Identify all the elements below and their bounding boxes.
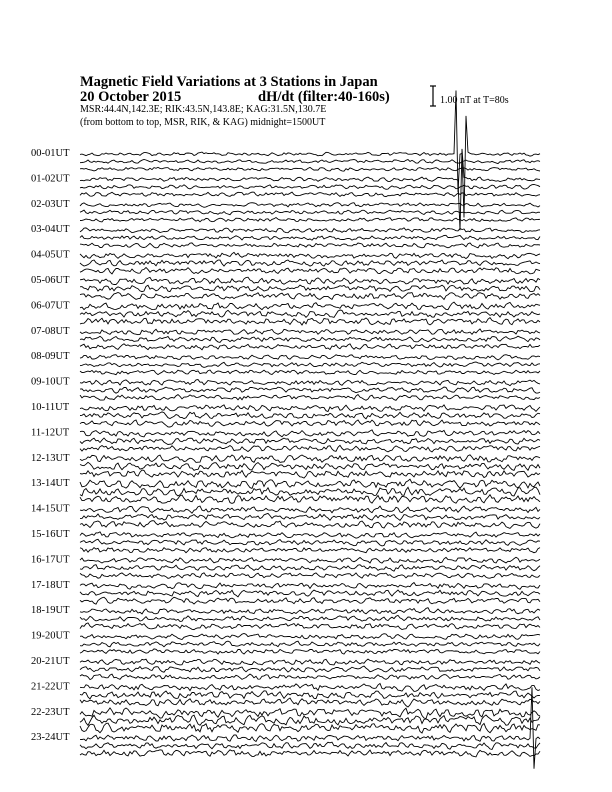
hour-label: 16-17UT [31, 554, 70, 566]
hour-label: 21-22UT [31, 681, 70, 693]
hour-label: 18-19UT [31, 605, 70, 617]
trace-msr-hour-1 [80, 192, 540, 197]
trace-msr-hour-4 [80, 268, 540, 274]
hour-label: 19-20UT [31, 630, 70, 642]
trace-rik-hour-22 [80, 715, 540, 725]
trace-rik-hour-23 [80, 742, 540, 749]
trace-rik-hour-11 [80, 438, 540, 445]
trace-rik-hour-12 [80, 462, 540, 470]
hour-label: 20-21UT [31, 656, 70, 667]
trace-msr-hour-3 [80, 243, 540, 248]
trace-kag-hour-18 [80, 608, 540, 614]
trace-rik-hour-20 [80, 666, 540, 672]
hour-label: 17-18UT [31, 579, 70, 591]
trace-rik-hour-19 [80, 641, 540, 647]
scale-bar [430, 86, 436, 106]
trace-msr-hour-16 [80, 573, 540, 579]
trace-kag-hour-3 [80, 228, 540, 233]
trace-rik-hour-15 [80, 539, 540, 546]
trace-rik-hour-14 [80, 513, 540, 520]
hour-label: 09-10UT [31, 376, 70, 388]
trace-kag-hour-6 [80, 302, 540, 310]
trace-rik-hour-8 [80, 362, 540, 367]
trace-kag-hour-0 [80, 91, 540, 218]
hour-label: 13-14UT [31, 478, 70, 490]
trace-msr-hour-22 [80, 723, 540, 733]
trace-msr-hour-23 [80, 750, 540, 757]
trace-rik-hour-4 [80, 260, 540, 266]
trace-kag-hour-21 [80, 684, 540, 692]
trace-msr-hour-6 [80, 318, 540, 325]
trace-msr-hour-21 [80, 698, 540, 707]
trace-kag-hour-11 [80, 430, 540, 437]
trace-msr-hour-19 [80, 649, 540, 654]
trace-kag-hour-22 [80, 708, 540, 719]
hour-label: 02-03UT [31, 198, 70, 210]
trace-msr-hour-20 [80, 674, 540, 680]
trace-kag-hour-10 [80, 405, 540, 412]
trace-msr-hour-17 [80, 597, 540, 604]
scale-bar-label: 1.00 nT at T=80s [440, 95, 509, 106]
hour-label: 07-08UT [31, 325, 70, 337]
hour-label: 12-13UT [31, 452, 70, 464]
trace-kag-hour-17 [80, 583, 540, 590]
trace-kag-hour-12 [80, 455, 540, 463]
hour-label: 04-05UT [31, 249, 70, 261]
trace-msr-hour-2 [80, 218, 540, 222]
trace-msr-hour-10 [80, 420, 540, 427]
trace-rik-hour-1 [80, 185, 540, 190]
trace-rik-hour-18 [80, 615, 540, 621]
trace-msr-hour-11 [80, 445, 540, 452]
trace-msr-hour-14 [80, 521, 540, 529]
hour-label: 05-06UT [31, 275, 70, 286]
hour-label: 11-12UT [31, 427, 70, 439]
trace-kag-hour-19 [80, 634, 540, 640]
trace-msr-hour-5 [80, 293, 540, 300]
trace-rik-hour-6 [80, 310, 540, 317]
trace-rik-hour-16 [80, 565, 540, 571]
trace-kag-hour-9 [80, 380, 540, 386]
trace-kag-hour-16 [80, 557, 540, 563]
trace-rik-hour-10 [80, 412, 540, 419]
station-coordinates: MSR:44.4N,142.3E; RIK:43.5N,143.8E; KAG:31.5N,130.7E [80, 104, 327, 115]
trace-kag-hour-20 [80, 659, 540, 665]
station-order-note: (from bottom to top, MSR, RIK, & KAG) midnight=1500UT [80, 117, 326, 128]
hour-label: 08-09UT [31, 351, 70, 363]
hour-label: 06-07UT [31, 300, 70, 312]
trace-kag-hour-4 [80, 252, 540, 258]
trace-msr-hour-7 [80, 344, 540, 350]
hour-label: 10-11UT [31, 402, 70, 413]
trace-msr-hour-9 [80, 395, 540, 401]
trace-kag-hour-5 [80, 277, 540, 284]
trace-msr-hour-12 [80, 470, 540, 478]
trace-rik-hour-13 [80, 487, 540, 496]
trace-rik-hour-0 [80, 160, 540, 164]
trace-kag-hour-13 [80, 479, 540, 488]
trace-kag-hour-2 [80, 203, 540, 208]
trace-rik-hour-21 [80, 691, 540, 699]
trace-kag-hour-15 [80, 532, 540, 538]
chart-date: 20 October 2015 [80, 89, 182, 105]
trace-kag-hour-8 [80, 355, 540, 360]
trace-rik-hour-17 [80, 590, 540, 597]
trace-kag-hour-14 [80, 506, 540, 513]
trace-rik-hour-5 [80, 285, 540, 292]
trace-msr-hour-0 [80, 167, 540, 171]
hour-label: 03-04UT [31, 224, 70, 236]
trace-msr-hour-15 [80, 548, 540, 553]
chart-title: Magnetic Field Variations at 3 Stations in Japan [80, 74, 378, 90]
trace-kag-hour-7 [80, 329, 540, 335]
hour-label: 00-01UT [31, 148, 70, 159]
trace-msr-hour-8 [80, 370, 540, 375]
hour-label: 22-23UT [31, 706, 70, 718]
trace-msr-hour-13 [80, 495, 540, 504]
hour-label: 01-02UT [31, 173, 70, 185]
trace-msr-hour-18 [80, 623, 540, 630]
hour-label: 14-15UT [31, 503, 70, 515]
trace-rik-hour-9 [80, 387, 540, 393]
trace-rik-hour-7 [80, 336, 540, 342]
hour-label: 15-16UT [31, 529, 70, 540]
hour-label: 23-24UT [31, 732, 70, 744]
trace-rik-hour-2 [80, 210, 540, 215]
chart-quantity: dH/dt (filter:40-160s) [258, 89, 390, 105]
trace-rik-hour-3 [80, 235, 540, 240]
